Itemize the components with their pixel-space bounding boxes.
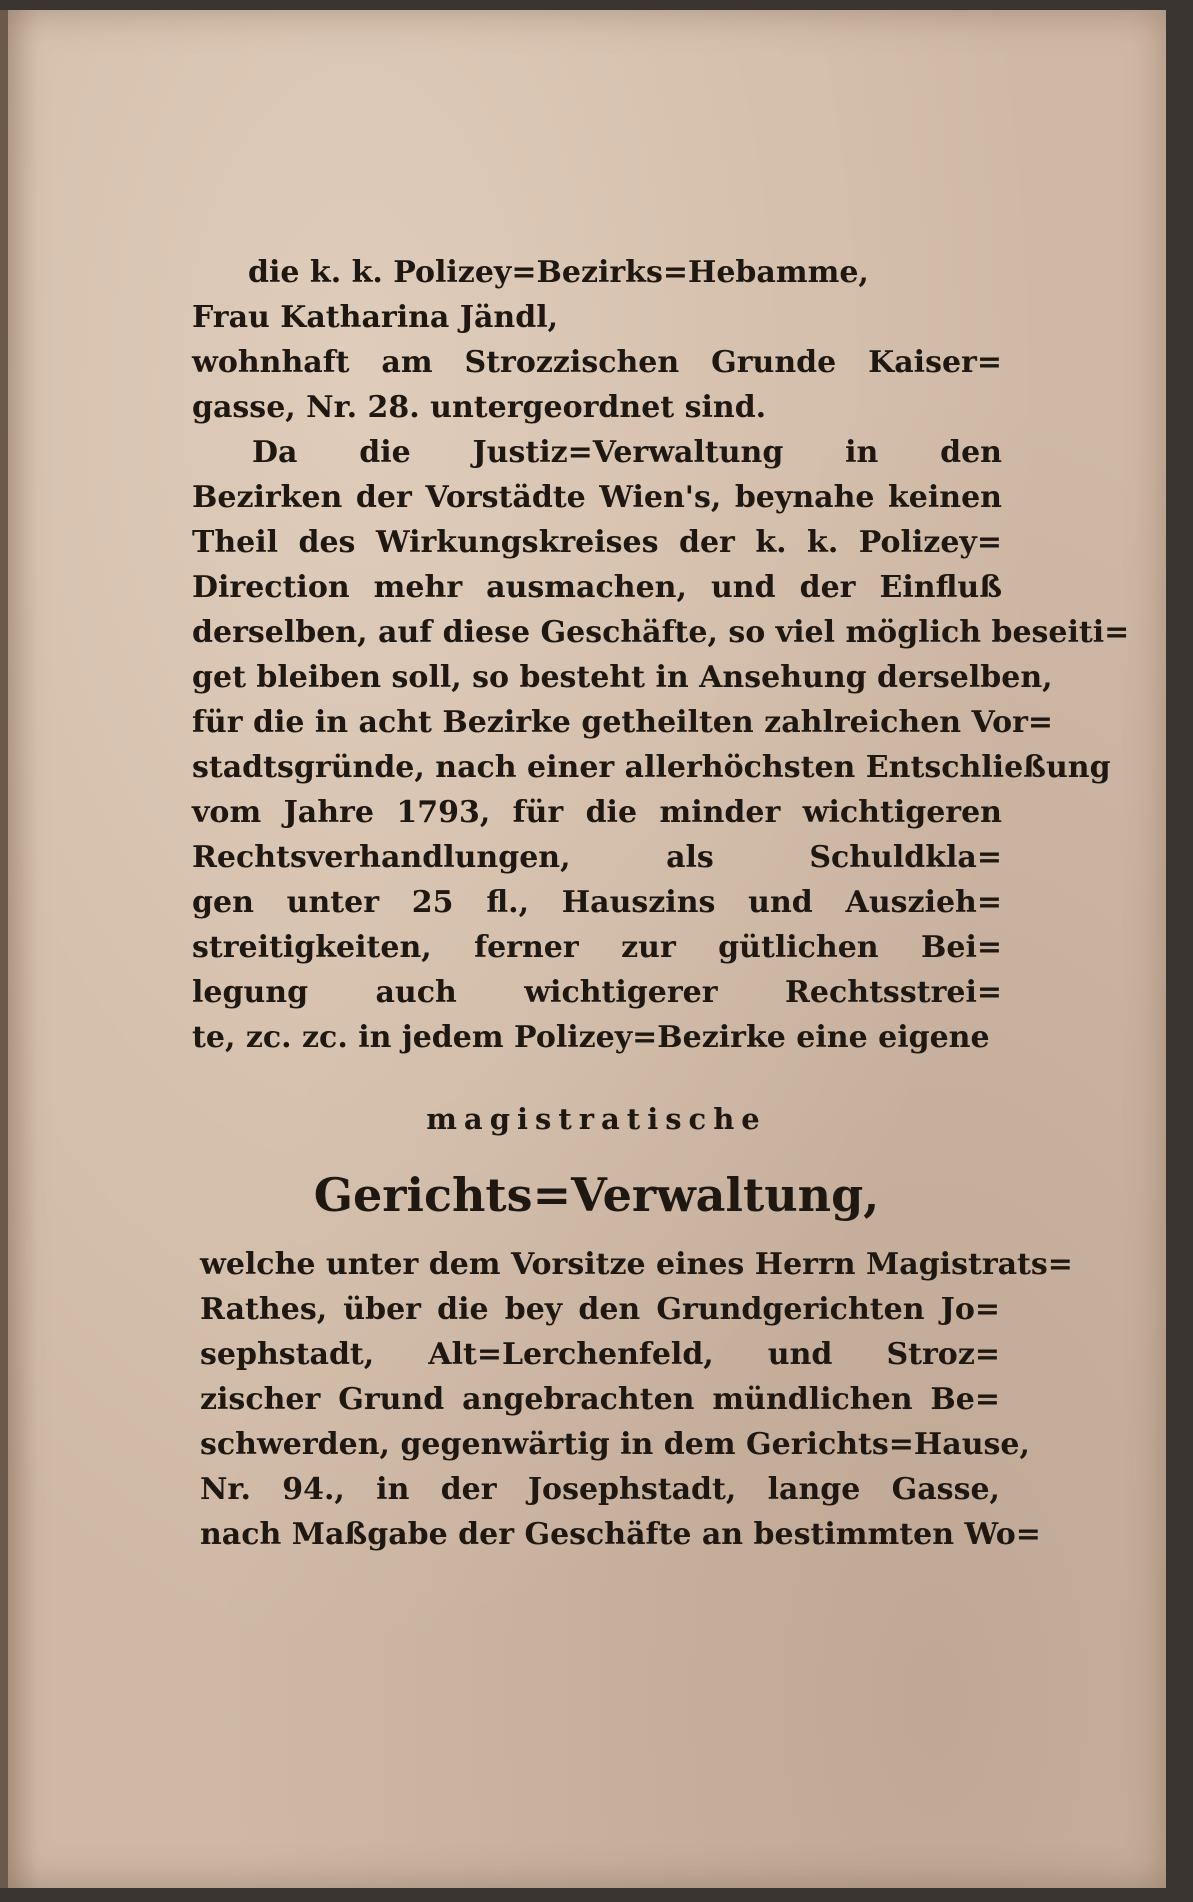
text-line: schwerden, gegenwärtig in dem Gerichts=Hause, (200, 1427, 1030, 1462)
text-line: gasse, Nr. 28. untergeordnet sind. (192, 390, 767, 425)
text-line: zischer Grund angebrachten mündlichen Be= (200, 1382, 1000, 1417)
text-line: Direction mehr ausmachen, und der Einfluß (192, 570, 1002, 605)
text-line: te, zc. zc. in jedem Polizey=Bezirke eine eigene (192, 1020, 990, 1055)
text-line: sephstadt, Alt=Lerchenfeld, und Stroz= (200, 1337, 1000, 1372)
body-text-lower (200, 1242, 1073, 1557)
section-heading: Gerichts=Verwaltung, (313, 1168, 880, 1222)
text-line: nach Maßgabe der Geschäfte an bestimmten Wo= (200, 1517, 1041, 1552)
text-line: streitigkeiten, ferner zur gütlichen Bei= (192, 930, 1002, 965)
text-line: legung auch wichtigerer Rechtsstrei= (192, 975, 1002, 1010)
text-line: Rathes, über die bey den Grundgerichten Jo= (200, 1292, 1000, 1327)
text-line: für die in acht Bezirke getheilten zahlreichen Vor= (192, 705, 1054, 740)
text-line: Frau Katharina Jändl, (192, 300, 559, 335)
text-line: Theil des Wirkungskreises der k. k. Polizey= (192, 525, 1002, 560)
text-line: gen unter 25 fl., Hauszins und Auszieh= (192, 885, 1002, 920)
text-line: Nr. 94., in der Josephstadt, lange Gasse, (200, 1472, 1000, 1507)
text-line: Da die Justiz=Verwaltung in den (252, 435, 1002, 470)
text-line: wohnhaft am Strozzischen Grunde Kaiser= (192, 345, 1002, 380)
text-line: get bleiben soll, so besteht in Ansehung derselben, (192, 660, 1053, 695)
text-line: Bezirken der Vorstädte Wien's, beynahe keinen (192, 480, 1002, 515)
body-text-upper (192, 250, 1130, 1060)
text-line: die k. k. Polizey=Bezirks=Hebamme, (248, 255, 869, 290)
text-line: welche unter dem Vorsitze eines Herrn Magistrats= (200, 1247, 1073, 1282)
text-line: derselben, auf diese Geschäfte, so viel möglich beseiti= (192, 615, 1130, 650)
section-subheading: magistratische (426, 1102, 767, 1136)
text-line: Rechtsverhandlungen, als Schuldkla= (192, 840, 1002, 875)
text-line: vom Jahre 1793, für die minder wichtigeren (192, 795, 1002, 830)
text-line: stadtsgründe, nach einer allerhöchsten Entschließung (192, 750, 1111, 785)
